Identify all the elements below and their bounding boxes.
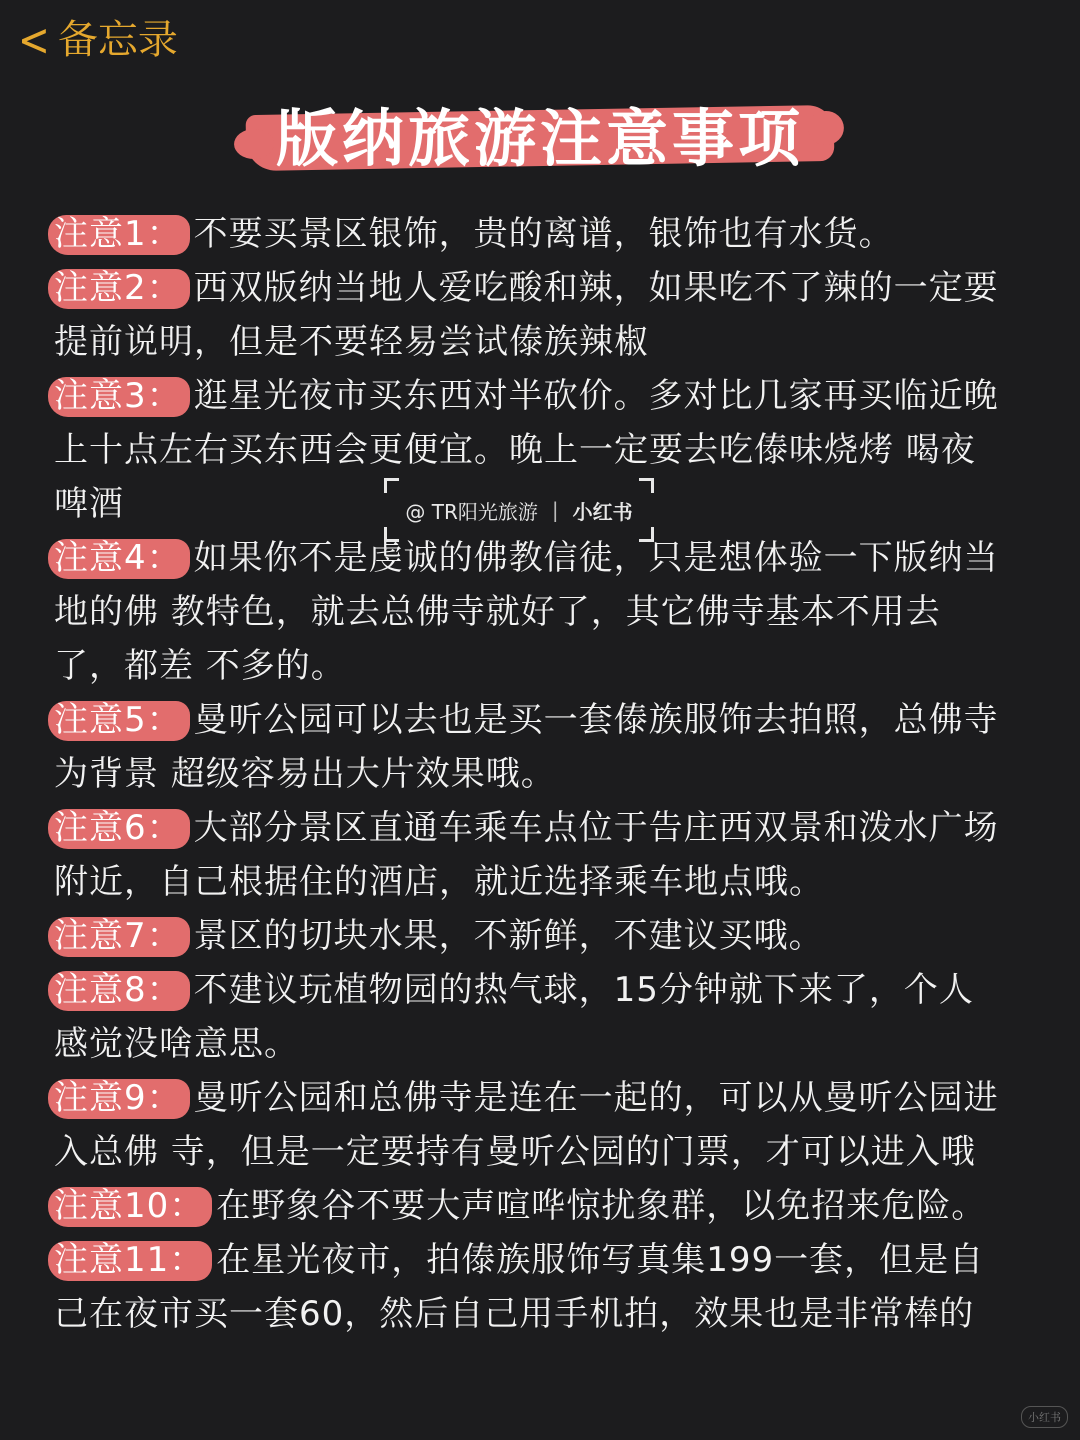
- watermark-corner: [639, 527, 654, 542]
- note-text: 不建议玩植物园的热气球，15分钟就下来了，个人感觉没啥意思。: [54, 970, 974, 1064]
- note-tag: 注意10：: [54, 1179, 210, 1233]
- note-item: [54, 531, 1004, 693]
- note-item: [54, 963, 1004, 1071]
- chevron-left-icon: <: [18, 13, 50, 67]
- watermark-corner: [639, 478, 654, 493]
- note-text: 在星光夜市，拍傣族服饰写真集199一套，但是自己在夜市买一套60，然后自己用手机拍，效果也是非常棒的: [54, 1240, 985, 1334]
- note-text: 大部分景区直通车乘车点位于告庄西双景和泼水广场附近，自己根据住的酒店，就近选择乘车地点哦。: [54, 808, 999, 902]
- watermark-corner: [384, 478, 399, 493]
- note-tag: 注意3：: [54, 369, 188, 423]
- note-text: 如果你不是虔诚的佛教信徒，只是想体验一下版纳当地的佛 教特色，就去总佛寺就好了，其它佛寺基本不用去了，都差 不多的。: [54, 538, 999, 686]
- note-item: [54, 909, 1004, 963]
- note-text: 西双版纳当地人爱吃酸和辣，如果吃不了辣的一定要提前说明，但是不要轻易尝试傣族辣椒: [54, 268, 999, 362]
- note-text: 景区的切块水果，不新鲜，不建议买哦。: [193, 916, 824, 956]
- note-tag: 注意2：: [54, 261, 188, 315]
- note-item: [54, 693, 1004, 801]
- note-item: [54, 1179, 1004, 1233]
- note-tag: 注意4：: [54, 531, 188, 585]
- watermark: [384, 478, 654, 542]
- back-button[interactable]: [18, 14, 178, 66]
- note-item: [54, 261, 1004, 369]
- watermark-corner: [384, 527, 399, 542]
- note-tag: 注意11：: [54, 1233, 210, 1287]
- note-text: 在野象谷不要大声喧哗惊扰象群，以免招来危险。: [216, 1186, 987, 1226]
- note-item: [54, 1233, 1004, 1341]
- note-text: 曼听公园可以去也是买一套傣族服饰去拍照，总佛寺为背景 超级容易出大片效果哦。: [54, 700, 999, 794]
- page-title: 版纳旅游注意事项: [275, 102, 804, 175]
- note-tag: 注意5：: [54, 693, 188, 747]
- note-text: 不要买景区银饰，贵的离谱，银饰也有水货。: [193, 214, 894, 254]
- note-content[interactable]: [54, 207, 1004, 1341]
- note-item: [54, 207, 1004, 261]
- note-text: 逛星光夜市买东西对半砍价。多对比几家再买临近晚上十点左右买东西会更便宜。晚上一定要去吃傣味烧烤 喝夜啤酒: [54, 376, 999, 524]
- corner-brand-mark: 小红书: [1021, 1406, 1068, 1428]
- watermark-handle: @ TR阳光旅游: [405, 499, 538, 524]
- note-text: 曼听公园和总佛寺是连在一起的，可以从曼听公园进入总佛 寺，但是一定要持有曼听公园的门票，才可以进入哦: [54, 1078, 999, 1172]
- note-tag: 注意1：: [54, 207, 188, 261]
- note-item: [54, 801, 1004, 909]
- note-item: [54, 1071, 1004, 1179]
- back-label: 备忘录: [57, 17, 178, 63]
- watermark-brand: 小红书: [572, 499, 633, 524]
- note-tag: 注意8：: [54, 963, 188, 1017]
- watermark-separator: |: [551, 498, 559, 522]
- note-tag: 注意7：: [54, 909, 188, 963]
- note-tag: 注意9：: [54, 1071, 188, 1125]
- note-tag: 注意6：: [54, 801, 188, 855]
